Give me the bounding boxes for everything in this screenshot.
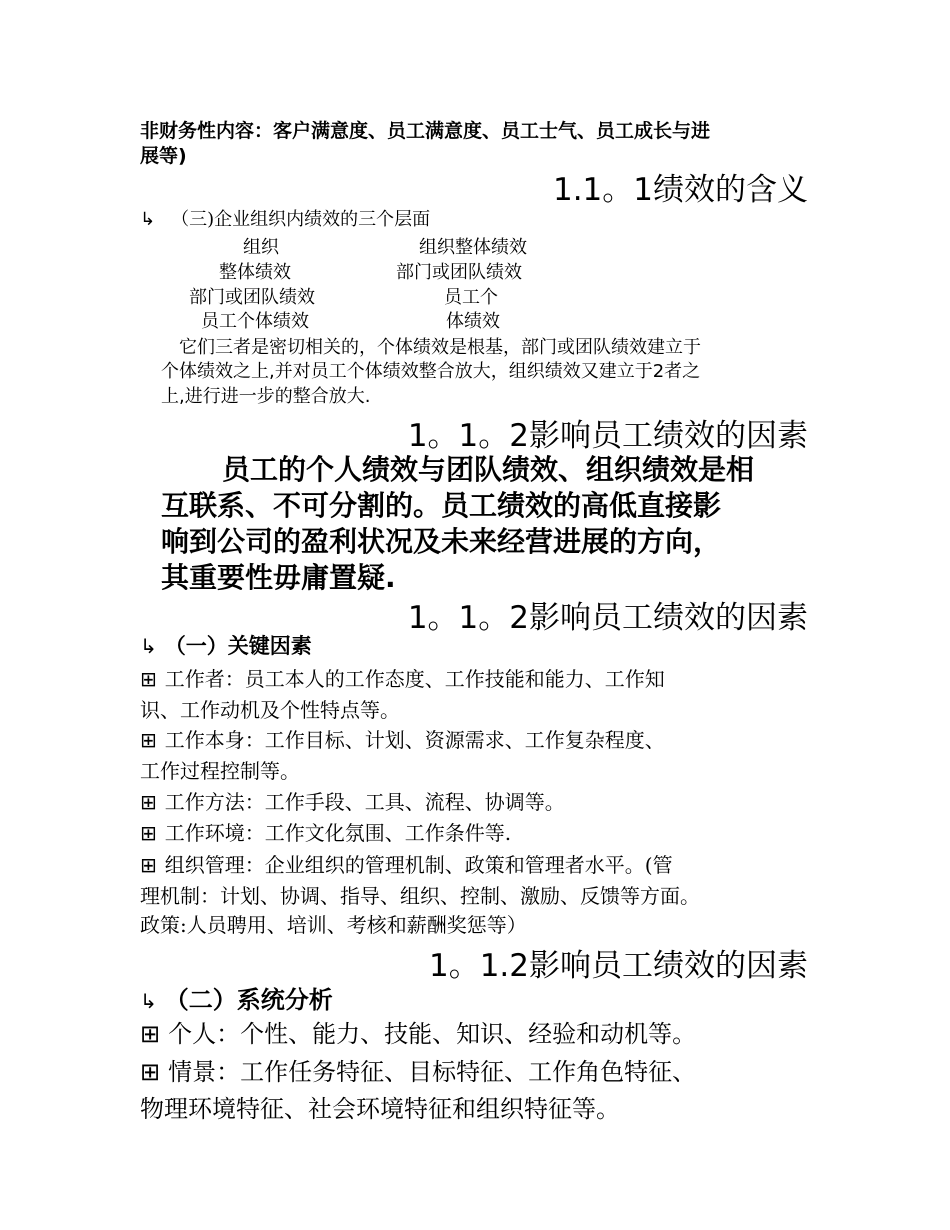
arrow-bullet-icon: ↳: [140, 634, 157, 658]
subheading-text: （三)企业组织内绩效的三个层面: [171, 209, 431, 230]
section1-paragraph-line-1: 它们三者是密切相关的，个体绩效是根基，部门或团队绩效建立于: [179, 337, 701, 358]
section2-bold-line-4: 其重要性毋庸置疑.: [161, 561, 396, 594]
grid-bullet-icon: ⊞: [140, 790, 157, 814]
section-heading-4: 1。1.2影响员工绩效的因素: [428, 948, 808, 984]
section2-bold-line-3: 响到公司的盈利状况及未来经营进展的方向，: [161, 525, 722, 558]
section4-subheading: [140, 980, 333, 1015]
item-text: 个人：个性、能力、技能、知识、经验和动机等。: [168, 1020, 697, 1048]
level-left-4: 员工个体绩效: [201, 311, 309, 332]
factor-item-line: 理机制：计划、协调、指导、组织、控制、激励、反馈等方面。: [140, 884, 700, 908]
item-text: 情景：工作任务特征、目标特征、工作角色特征、: [168, 1058, 697, 1086]
section-heading-1: 1.1。1绩效的含义: [552, 172, 808, 208]
subheading-text: （二）系统分析: [164, 986, 333, 1014]
factor-item-line: 工作过程控制等。: [140, 759, 300, 783]
analysis-item-line: [140, 1014, 696, 1049]
level-right-3: 员工个: [444, 287, 498, 308]
intro-line-2: 展等): [140, 145, 187, 167]
factor-item-line: 政策:人员聘用、培训、考核和薪酬奖惩等）: [140, 913, 527, 937]
section2-bold-line-1: 员工的个人绩效与团队绩效、组织绩效是相: [222, 453, 755, 486]
grid-bullet-icon: ⊞: [140, 728, 157, 752]
arrow-bullet-icon: ↳: [140, 989, 157, 1013]
section1-subheading: [140, 205, 430, 231]
section1-paragraph-line-2: 个体绩效之上,并对员工个体绩效整合放大，组织绩效又建立于2者之: [161, 361, 701, 382]
section3-subheading: [140, 630, 312, 660]
grid-bullet-icon: ⊞: [140, 821, 157, 845]
grid-bullet-icon: ⊞: [140, 1058, 161, 1086]
subheading-text: （一）关键因素: [164, 634, 312, 658]
section-heading-3: 1。1。2影响员工绩效的因素: [407, 600, 808, 636]
section-heading-2: 1。1。2影响员工绩效的因素: [407, 418, 808, 454]
factor-item-line: 识、工作动机及个性特点等。: [140, 698, 400, 722]
factor-item-line: [140, 786, 565, 815]
level-right-4: 体绩效: [446, 311, 500, 332]
item-text: 工作者：员工本人的工作态度、工作技能和能力、工作知: [164, 667, 665, 691]
factor-item-line: [140, 663, 665, 692]
grid-bullet-icon: ⊞: [140, 853, 157, 877]
analysis-item-line: 物理环境特征、社会环境特征和组织特征等。: [140, 1095, 620, 1123]
level-right-2: 部门或团队绩效: [396, 262, 522, 283]
item-text: 组织管理：企业组织的管理机制、政策和管理者水平。(管: [164, 853, 673, 877]
level-right-1: 组织整体绩效: [419, 237, 527, 258]
grid-bullet-icon: ⊞: [140, 1020, 161, 1048]
arrow-bullet-icon: ↳: [140, 209, 156, 230]
level-left-3: 部门或团队绩效: [189, 287, 315, 308]
level-left-1: 组织: [243, 237, 279, 258]
section1-paragraph-line-3: 上,进行进一步的整合放大.: [161, 386, 371, 407]
level-left-2: 整体绩效: [219, 262, 291, 283]
grid-bullet-icon: ⊞: [140, 667, 157, 691]
factor-item-line: [140, 817, 511, 846]
section2-bold-line-2: 互联系、不可分割的。员工绩效的高低直接影: [161, 489, 722, 522]
factor-item-line: [140, 849, 673, 878]
factor-item-line: [140, 724, 665, 753]
item-text: 工作方法：工作手段、工具、流程、协调等。: [164, 790, 565, 814]
intro-line-1: 非财务性内容：客户满意度、员工满意度、员工士气、员工成长与进: [140, 120, 711, 142]
analysis-item-line: [140, 1052, 696, 1087]
item-text: 工作环境：工作文化氛围、工作条件等.: [164, 821, 512, 845]
item-text: 工作本身：工作目标、计划、资源需求、工作复杂程度、: [164, 728, 665, 752]
